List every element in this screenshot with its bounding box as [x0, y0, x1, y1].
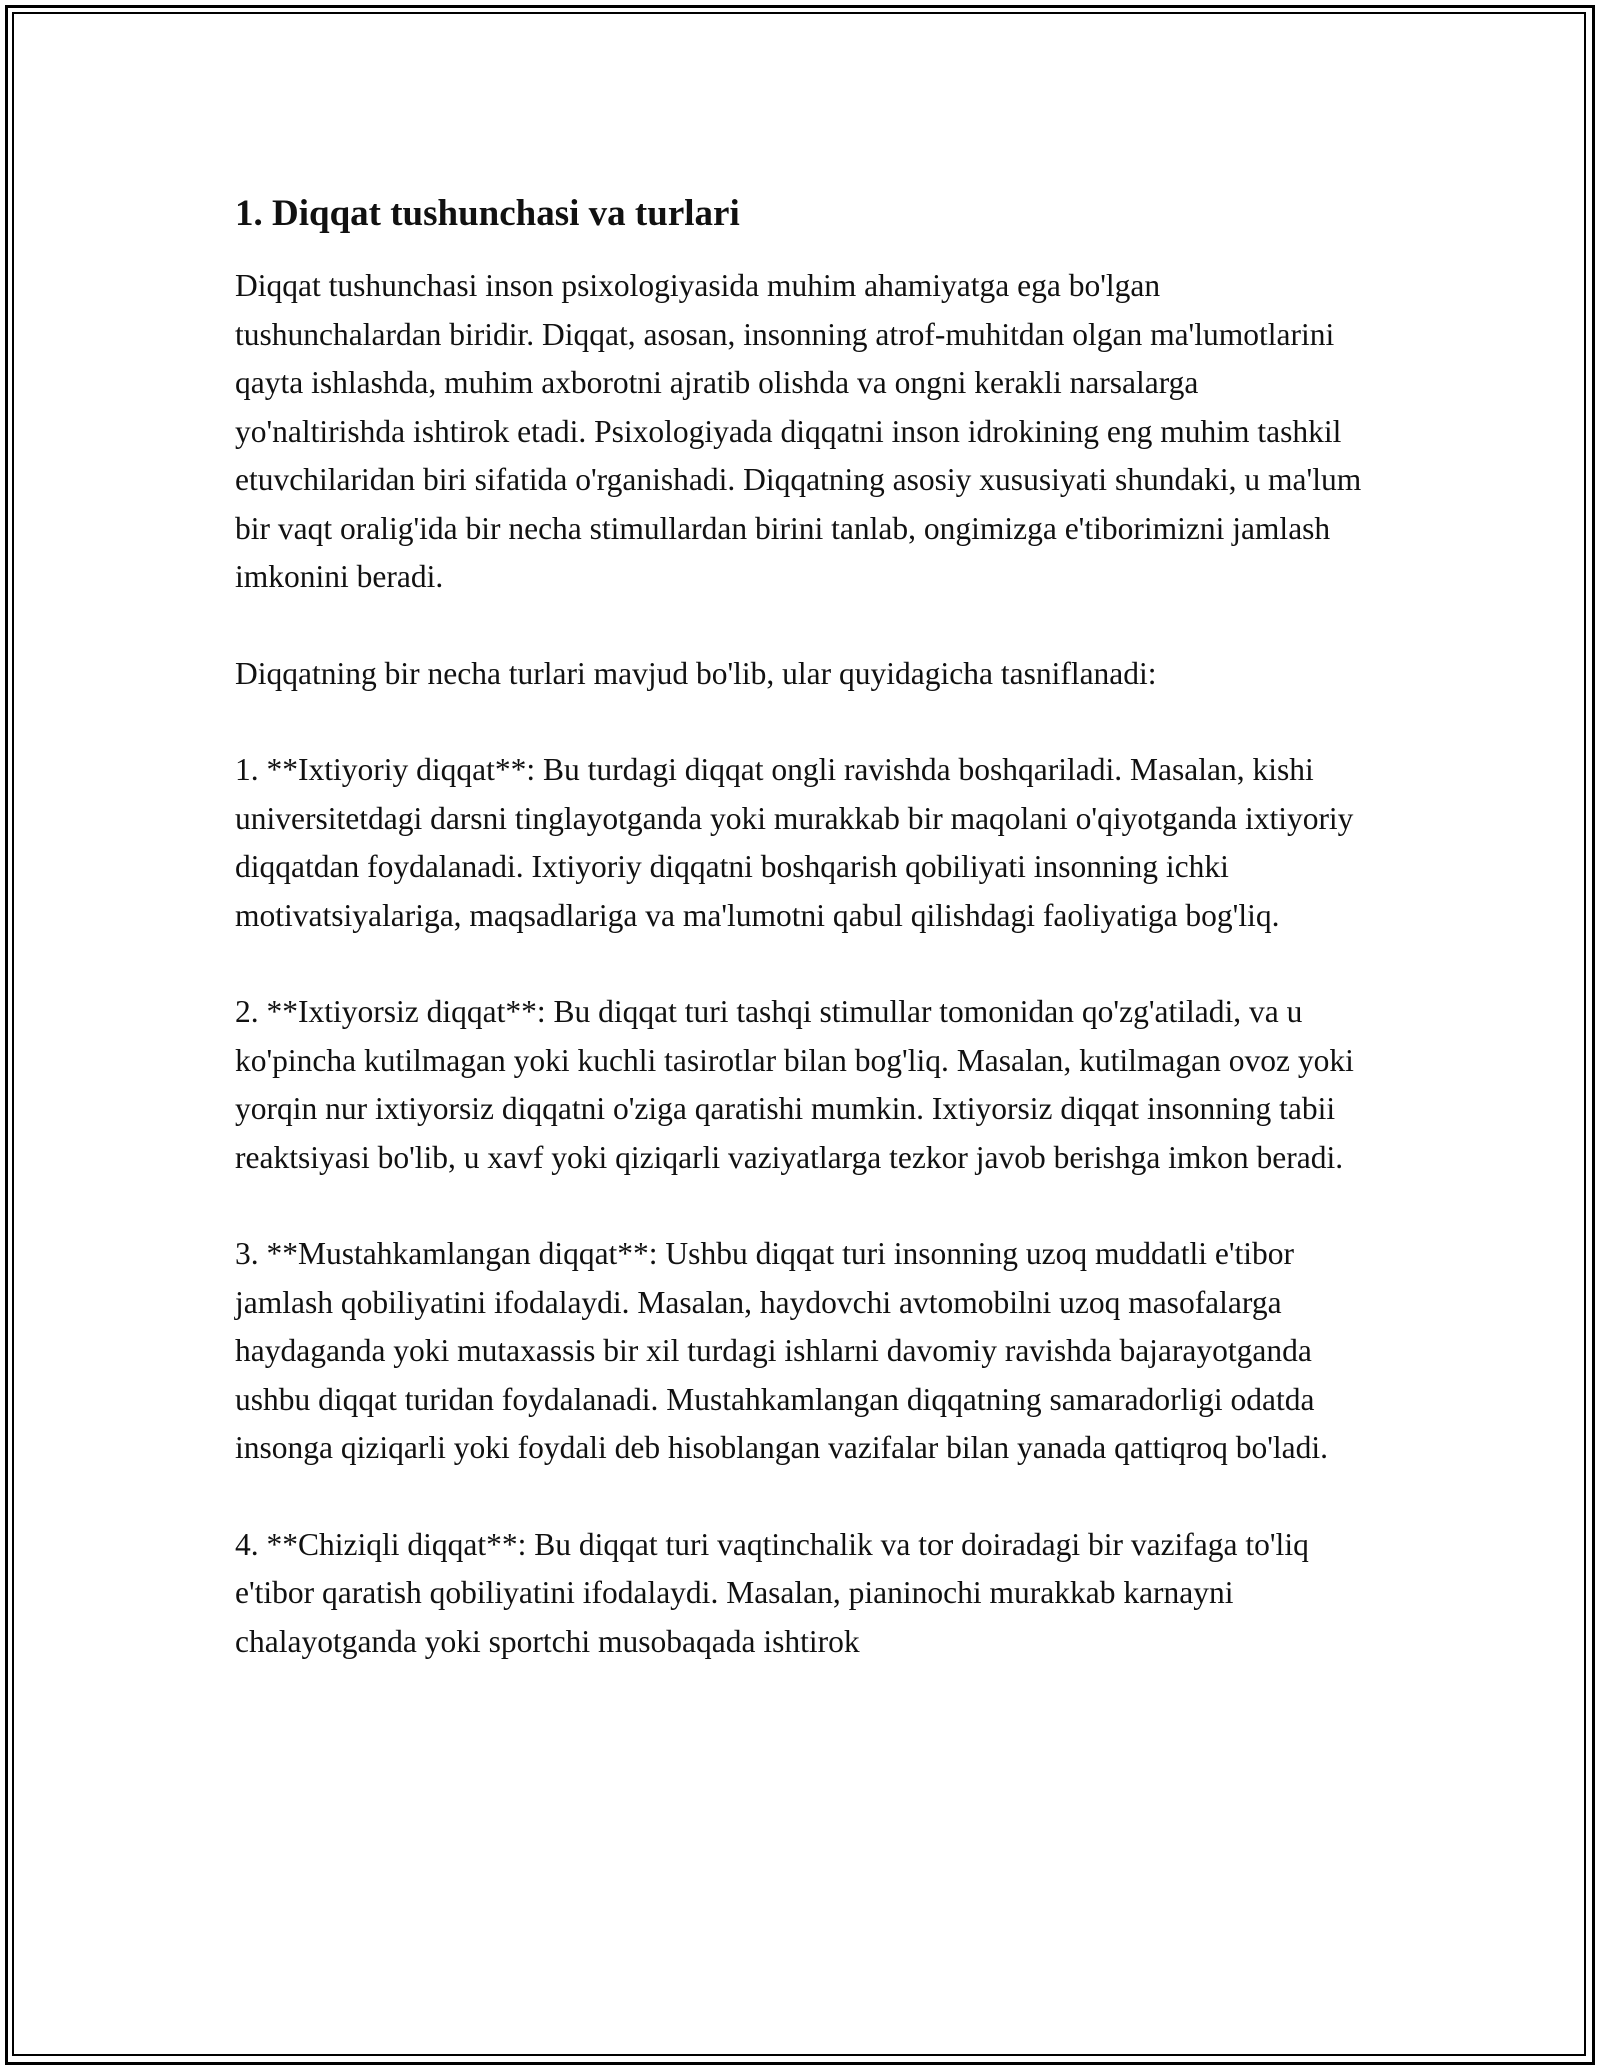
intro-paragraph: Diqqat tushunchasi inson psixologiyasida muhim ahamiyatga ega bo'lgan tushunchalardan biridir. Diqqat, asosan, insonning atrof-muhitdan olgan ma'lumotlarini qayta ishlashda, muhim axborotni ajratib olishda va ongni kerakli narsalarga yo'naltirishda ishtirok etadi. Psixologiyada diqqatni inson idrokining eng muhim tashkil etuvchilaridan biri sifatida o'rganishadi. Diqqatning asosiy xususiyati shundaki, u ma'lum bir vaqt oralig'ida bir necha stimullardan birini tanlab, ongimizga e'tiborimizni jamlash imkonini beradi. [235, 268, 1362, 594]
sustained-attention-paragraph: 3. **Mustahkamlangan diqqat**: Ushbu diqqat turi insonning uzoq muddatli e'tibor jamlash qobiliyatini ifodalaydi. Masalan, haydovchi avtomobilni uzoq masofalarga haydaganda yoki mutaxassis bir xil turdagi ishlarni davomiy ravishda bajarayotganda ushbu diqqat turidan foydalanadi. Mustahkamlangan diqqatning samaradorligi odatda insonga qiziqarli yoki foydali deb hisoblangan vazifalar bilan yanada qattiqroq bo'ladi. [235, 1236, 1328, 1465]
document-body [235, 188, 1365, 1666]
involuntary-attention-paragraph: 2. **Ixtiyorsiz diqqat**: Bu diqqat turi tashqi stimullar tomonidan qo'zg'atiladi, va u ko'pincha kutilmagan yoki kuchli tasirotlar bilan bog'liq. Masalan, kutilmagan ovoz yoki yorqin nur ixtiyorsiz diqqatni o'ziga qaratishi mumkin. Ixtiyorsiz diqqat insonning tabii reaktsiyasi bo'lib, u xavf yoki qiziqarli vaziyatlarga tezkor javob berishga imkon beradi. [235, 994, 1354, 1175]
focused-attention-paragraph: 4. **Chiziqli diqqat**: Bu diqqat turi vaqtinchalik va tor doiradagi bir vazifaga to'liq e'tibor qaratish qobiliyatini ifodalaydi. Masalan, pianinochi murakkab karnayni chalayotganda yoki sportchi musobaqada ishtirok [235, 1526, 1309, 1659]
voluntary-attention-paragraph: 1. **Ixtiyoriy diqqat**: Bu turdagi diqqat ongli ravishda boshqariladi. Masalan, kishi universitetdagi darsni tinglayotganda yoki murakkab bir maqolani o'qiyotganda ixtiyoriy diqqatdan foydalanadi. Ixtiyoriy diqqatni boshqarish qobiliyati insonning ichki motivatsiyalariga, maqsadlariga va ma'lumotni qabul qilishdagi faoliyatiga bog'liq. [235, 752, 1354, 933]
types-intro-paragraph: Diqqatning bir necha turlari mavjud bo'lib, ular quyidagicha tasniflanadi: [235, 655, 1157, 691]
section-heading: 1. Diqqat tushunchasi va turlari [235, 193, 740, 234]
